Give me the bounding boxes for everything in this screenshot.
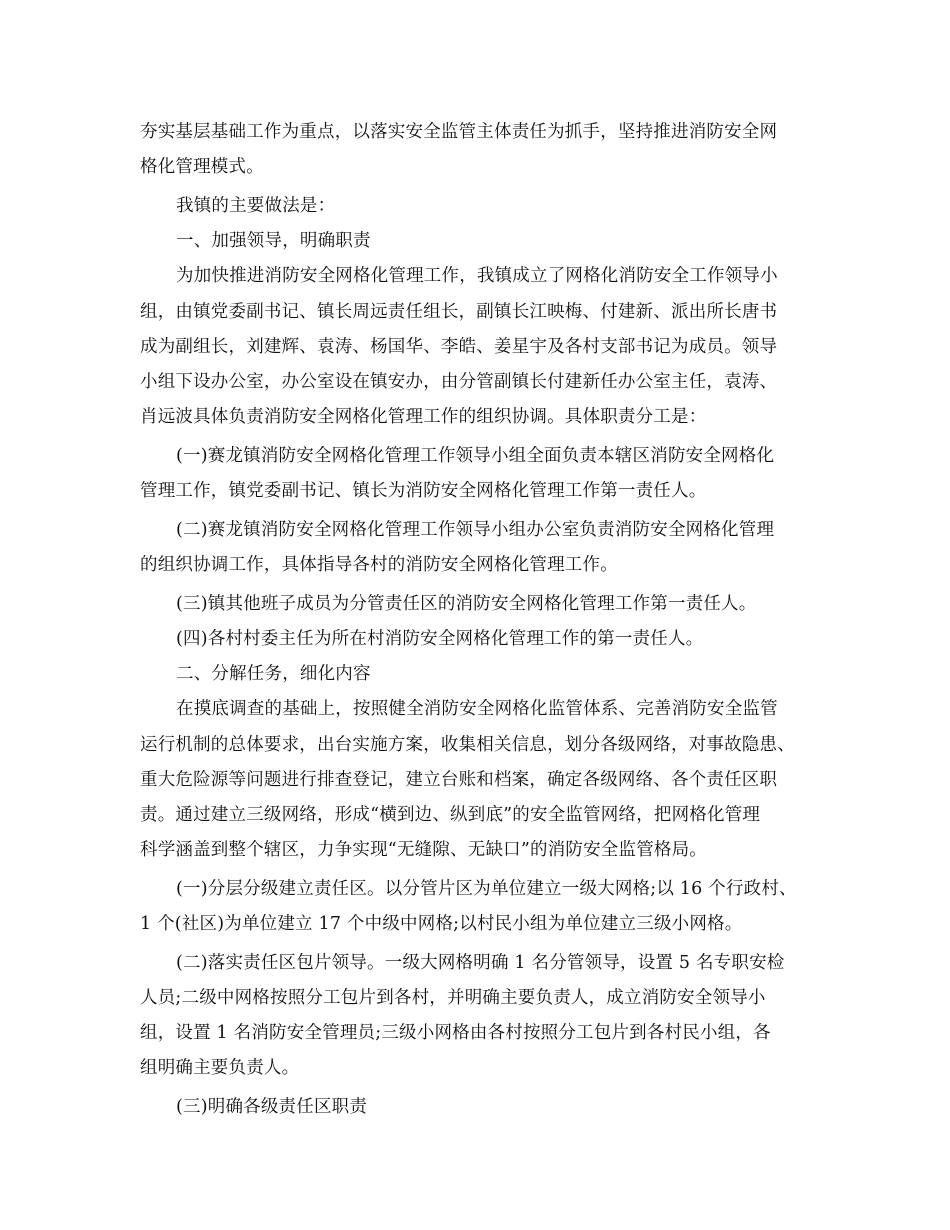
paragraph-line: (三)镇其他班子成员为分管责任区的消防安全网格化管理工作第一责任人。 xyxy=(176,593,757,614)
section-heading: 二、分解任务，细化内容 xyxy=(176,664,371,685)
paragraph-line: (一)赛龙镇消防安全网格化管理工作领导小组全面负责本辖区消防安全网格化 xyxy=(176,445,775,466)
document-body xyxy=(140,115,820,1125)
paragraph-line: 的组织协调工作，具体指导各村的消防安全网格化管理工作。 xyxy=(140,555,618,576)
paragraph-line: 组，由镇党委副书记、镇长周远责任组长，副镇长江映梅、付建新、派出所长唐书 xyxy=(140,301,778,322)
paragraph-line: 成为副组长，刘建辉、袁涛、杨国华、李皓、姜星宇及各村支部书记为成员。领导 xyxy=(140,336,778,357)
paragraph-line: 重大危险源等问题进行排查登记，建立台账和档案，确定各级网络、各个责任区职 xyxy=(140,769,778,790)
paragraph-line: 1 个(社区)为单位建立 17 个中级中网格;以村民小组为单位建立三级小网格。 xyxy=(140,914,743,935)
paragraph-line: 管理工作，镇党委副书记、镇长为消防安全网格化管理工作第一责任人。 xyxy=(140,481,707,502)
paragraph-line: (二)赛龙镇消防安全网格化管理工作领导小组办公室负责消防安全网格化管理 xyxy=(176,519,775,540)
paragraph-line: 组，设置 1 名消防安全管理员;三级小网格由各村按照分工包片到各村民小组，各 xyxy=(140,1023,771,1044)
paragraph-line: 为加快推进消防安全网格化管理工作，我镇成立了网格化消防安全工作领导小 xyxy=(176,266,778,287)
paragraph-line: 夯实基层基础工作为重点，以落实安全监管主体责任为抓手，坚持推进消防安全网 xyxy=(140,122,778,142)
paragraph-line: (二)落实责任区包片领导。一级大网格明确 1 名分管领导，设置 5 名专职安检 xyxy=(176,952,785,973)
paragraph-line: 格化管理模式。 xyxy=(140,157,264,178)
section-heading: 一、加强领导，明确职责 xyxy=(176,231,371,252)
paragraph-line: 小组下设办公室，办公室设在镇安办，由分管副镇长付建新任办公室主任，袁涛、 xyxy=(140,371,778,392)
paragraph-line: 肖远波具体负责消防安全网格化管理工作的组织协调。具体职责分工是： xyxy=(140,407,707,428)
paragraph-line: 在摸底调查的基础上，按照健全消防安全网格化监管体系、完善消防安全监管 xyxy=(176,699,778,720)
paragraph-line: 组明确主要负责人。 xyxy=(140,1058,300,1079)
paragraph-line: 责。通过建立三级网络，形成“横到边、纵到底”的安全监管网络，把网格化管理 xyxy=(140,804,761,825)
paragraph-line: 人员;二级中网格按照分工包片到各村，并明确主要负责人，成立消防安全领导小 xyxy=(140,988,766,1009)
section-heading: (三)明确各级责任区职责 xyxy=(176,1097,368,1118)
paragraph-line: 我镇的主要做法是： xyxy=(176,195,336,216)
paragraph-line: 运行机制的总体要求，出台实施方案，收集相关信息，划分各级网络，对事故隐患、 xyxy=(140,734,795,755)
paragraph-line: (四)各村村委主任为所在村消防安全网格化管理工作的第一责任人。 xyxy=(176,629,704,649)
paragraph-line: 科学涵盖到整个辖区，力争实现“无缝隙、无缺口”的消防安全监管格局。 xyxy=(140,840,707,861)
paragraph-line: (一)分层分级建立责任区。以分管片区为单位建立一级大网格;以 16 个行政村、 xyxy=(176,878,797,899)
